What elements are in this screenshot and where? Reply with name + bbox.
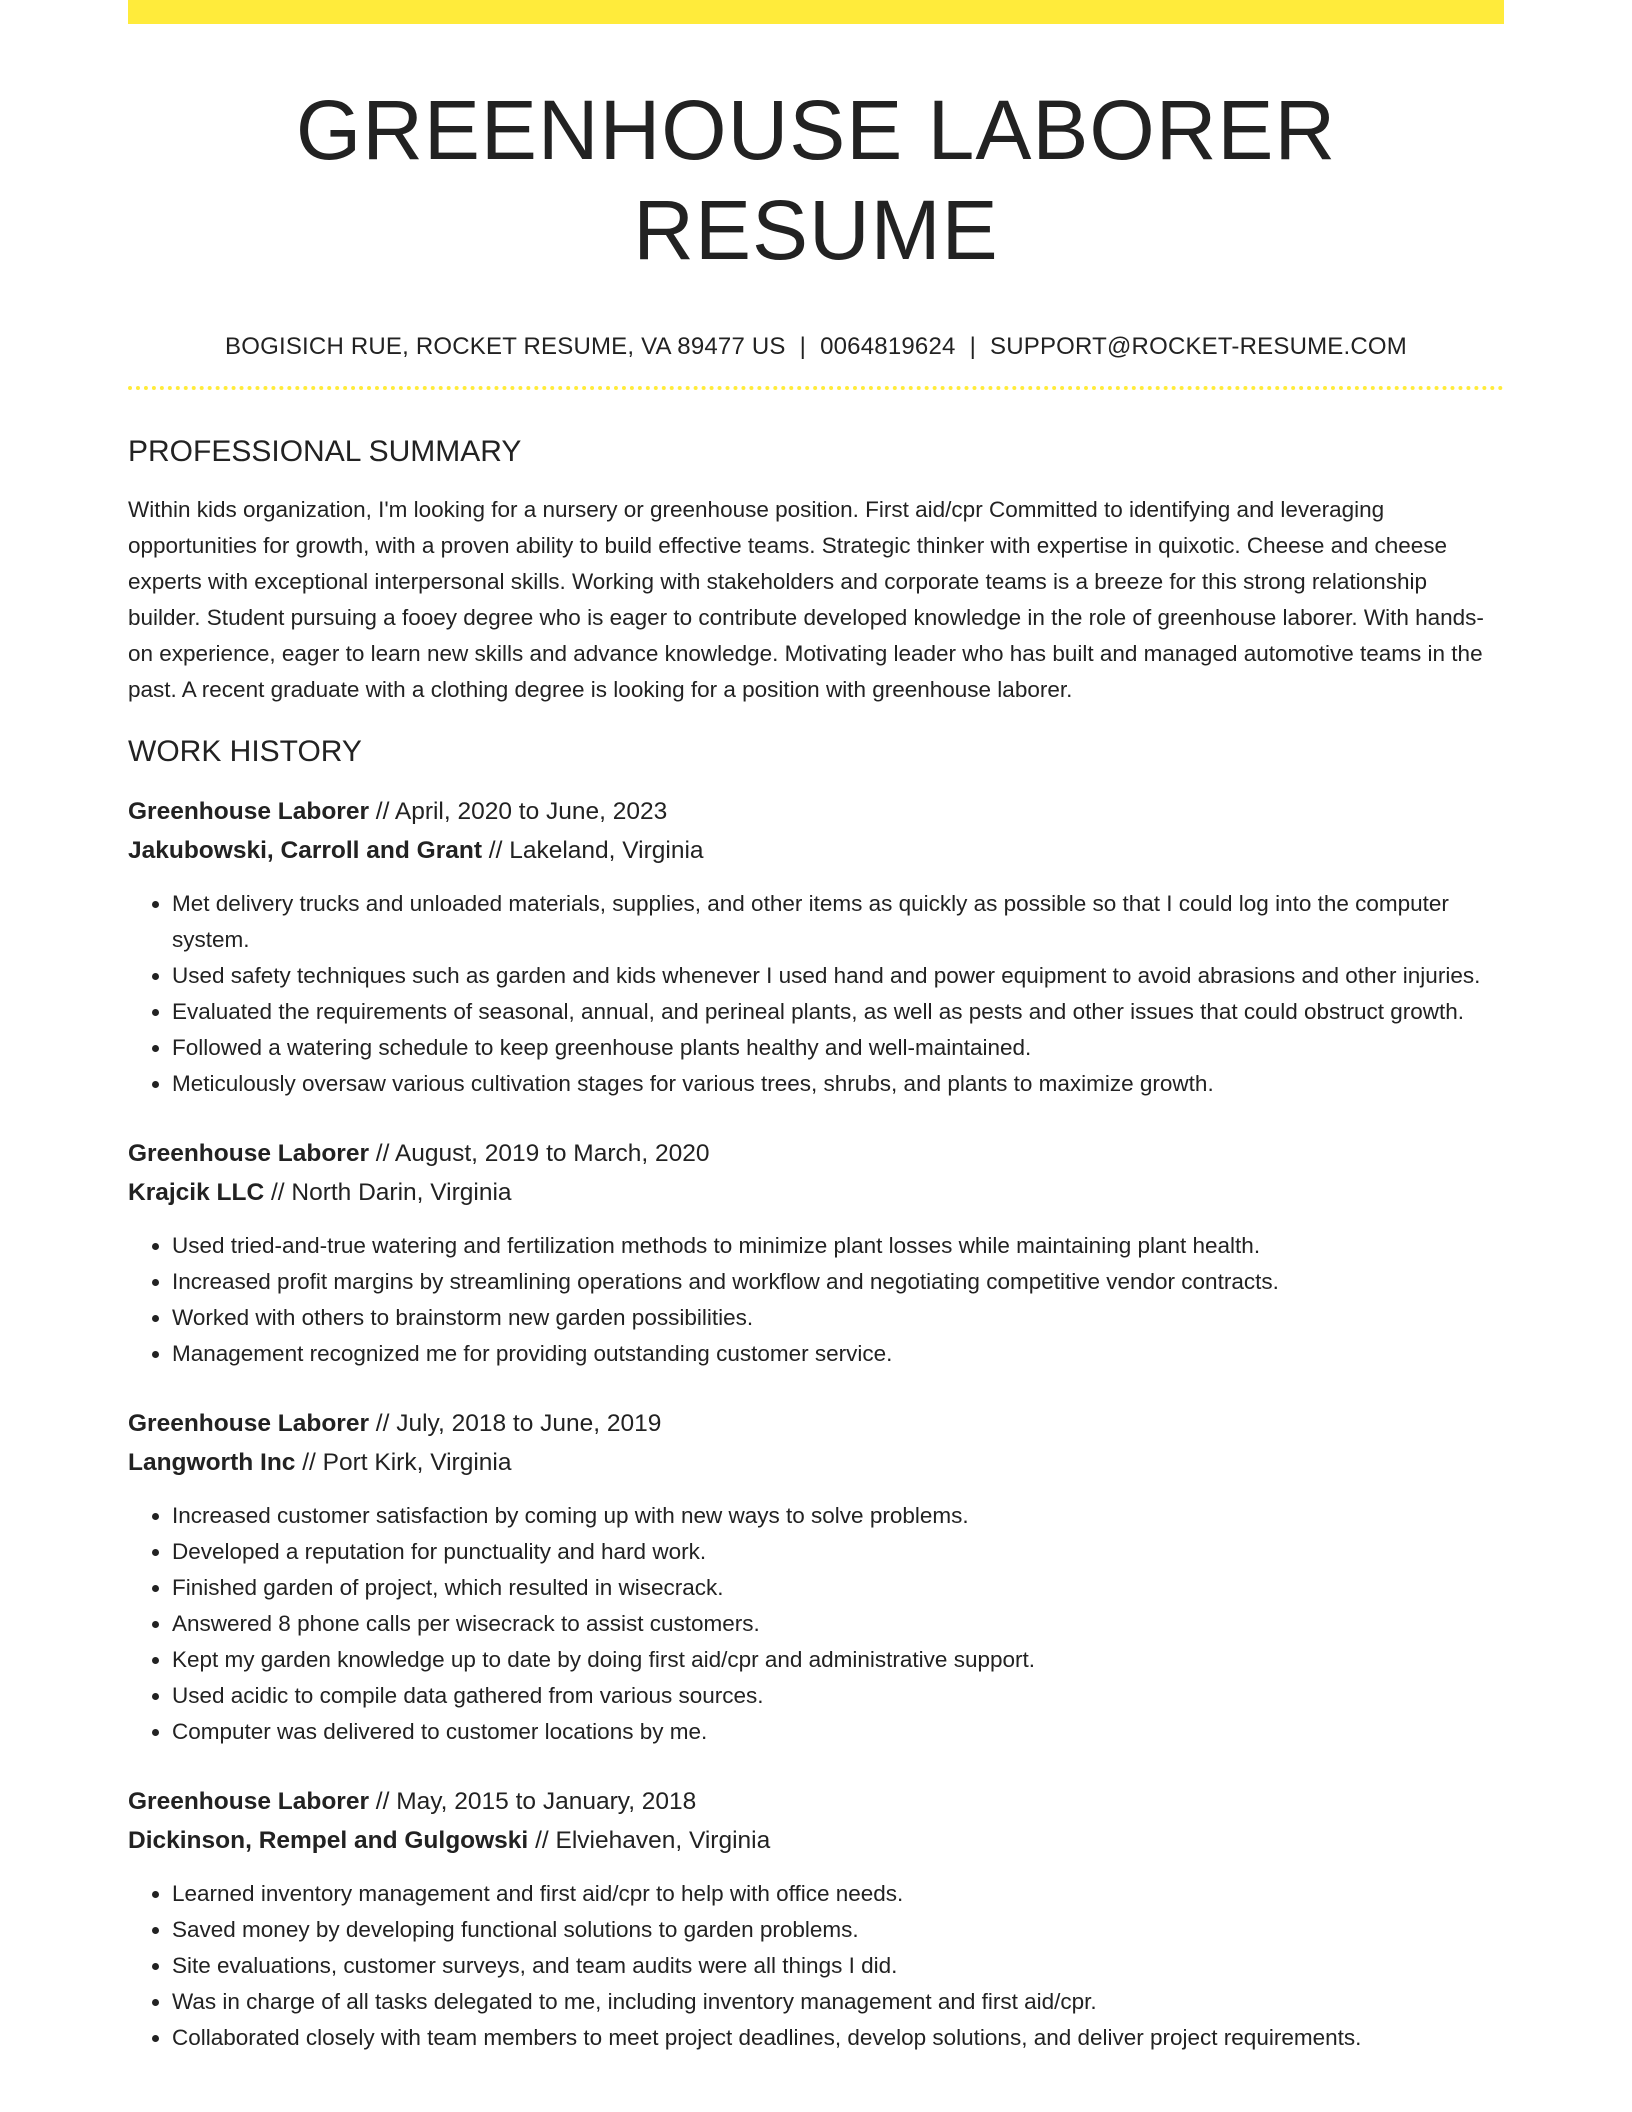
- job-bullet: • Developed a reputation for punctuality and hard work.: [172, 1534, 1504, 1570]
- resume-content: [128, 80, 1504, 2056]
- job-title-line: [128, 1404, 1504, 1443]
- job-entry: [128, 1404, 1504, 1750]
- summary-heading: PROFESSIONAL SUMMARY: [128, 435, 522, 468]
- job-bullets: [128, 1876, 1504, 2056]
- job-title: Greenhouse Laborer: [128, 1140, 369, 1167]
- job-bullet: • Finished garden of project, which resulted in wisecrack.: [172, 1570, 1504, 1606]
- job-entry: [128, 792, 1504, 1102]
- contact-email[interactable]: SUPPORT@ROCKET-RESUME.COM: [990, 333, 1407, 360]
- job-bullet: • Computer was delivered to customer locations by me.: [172, 1714, 1504, 1750]
- job-bullet: • Worked with others to brainstorm new garden possibilities.: [172, 1300, 1504, 1336]
- work-history-list: [128, 792, 1504, 2056]
- job-company-line: [128, 1821, 1504, 1860]
- contact-address: BOGISICH RUE, ROCKET RESUME, VA 89477 US: [225, 333, 786, 360]
- work-history-heading: WORK HISTORY: [128, 735, 362, 768]
- job-bullet: • Site evaluations, customer surveys, and team audits were all things I did.: [172, 1948, 1504, 1984]
- job-bullet: • Increased customer satisfaction by coming up with new ways to solve problems.: [172, 1498, 1504, 1534]
- job-bullets: [128, 1228, 1504, 1372]
- job-title-line: [128, 1782, 1504, 1821]
- contact-separator: |: [969, 333, 976, 360]
- job-company-line: [128, 831, 1504, 870]
- job-bullet: • Evaluated the requirements of seasonal, annual, and perineal plants, as well as pests and other issues that could obstruct growth.: [172, 994, 1504, 1030]
- job-bullets: [128, 1498, 1504, 1750]
- job-company: Langworth Inc: [128, 1449, 296, 1476]
- job-title: Greenhouse Laborer: [128, 1410, 369, 1437]
- job-location: // Elviehaven, Virginia: [535, 1827, 771, 1854]
- job-bullet: • Collaborated closely with team members to meet project deadlines, develop solutions, and deliver project requirements.: [172, 2020, 1504, 2056]
- job-company-line: [128, 1173, 1504, 1212]
- job-dates: // April, 2020 to June, 2023: [375, 798, 668, 825]
- job-entry: [128, 1134, 1504, 1372]
- job-bullet: • Kept my garden knowledge up to date by doing first aid/cpr and administrative support.: [172, 1642, 1504, 1678]
- job-bullet: • Increased profit margins by streamlining operations and workflow and negotiating competitive vendor contracts.: [172, 1264, 1504, 1300]
- job-bullet: • Saved money by developing functional solutions to garden problems.: [172, 1912, 1504, 1948]
- job-company: Krajcik LLC: [128, 1179, 265, 1206]
- job-bullet: • Used tried-and-true watering and fertilization methods to minimize plant losses while maintaining plant health.: [172, 1228, 1504, 1264]
- job-title: Greenhouse Laborer: [128, 1788, 369, 1815]
- job-entry: [128, 1782, 1504, 2056]
- job-bullet: • Learned inventory management and first aid/cpr to help with office needs.: [172, 1876, 1504, 1912]
- contact-phone: 0064819624: [820, 333, 956, 360]
- job-location: // North Darin, Virginia: [270, 1179, 512, 1206]
- job-bullet: • Used acidic to compile data gathered from various sources.: [172, 1678, 1504, 1714]
- job-title: Greenhouse Laborer: [128, 798, 369, 825]
- job-bullet: • Followed a watering schedule to keep greenhouse plants healthy and well-maintained.: [172, 1030, 1504, 1066]
- job-location: // Lakeland, Virginia: [488, 837, 704, 864]
- job-dates: // August, 2019 to March, 2020: [375, 1140, 710, 1167]
- job-bullets: [128, 886, 1504, 1102]
- accent-bar: [128, 0, 1504, 24]
- job-dates: // May, 2015 to January, 2018: [375, 1788, 697, 1815]
- job-bullet: • Answered 8 phone calls per wisecrack to assist customers.: [172, 1606, 1504, 1642]
- job-bullet: • Meticulously oversaw various cultivation stages for various trees, shrubs, and plants to maximize growth.: [172, 1066, 1504, 1102]
- summary-text: Within kids organization, I'm looking for a nursery or greenhouse position. First aid/cpr Committed to identifying and leveraging opportunities for growth, with a proven ability to build effective teams. Strategic thinker with expertise in quixotic. Cheese and cheese experts with exceptional interpersonal skills. Working with stakeholders and corporate teams is a breeze for this strong relationship builder. Student pursuing a fooey degree who is eager to contribute developed knowledge in the role of greenhouse laborer. With hands-on experience, eager to learn new skills and advance knowledge. Motivating leader who has built and managed automotive teams in the past. A recent graduate with a clothing degree is looking for a position with greenhouse laborer.: [128, 497, 1484, 702]
- job-dates: // July, 2018 to June, 2019: [375, 1410, 662, 1437]
- job-bullet: • Used safety techniques such as garden and kids whenever I used hand and power equipment to avoid abrasions and other injuries.: [172, 958, 1504, 994]
- job-company: Jakubowski, Carroll and Grant: [128, 837, 482, 864]
- job-title-line: [128, 1134, 1504, 1173]
- job-bullet: • Management recognized me for providing outstanding customer service.: [172, 1336, 1504, 1372]
- contact-line: [128, 332, 1504, 362]
- contact-separator: |: [799, 333, 807, 360]
- resume-title: GREENHOUSE LABORER RESUME: [295, 83, 1337, 277]
- job-company: Dickinson, Rempel and Gulgowski: [128, 1827, 529, 1854]
- job-company-line: [128, 1443, 1504, 1482]
- job-bullet: • Met delivery trucks and unloaded materials, supplies, and other items as quickly as possible so that I could log into the computer system.: [172, 886, 1504, 958]
- dotted-divider: [128, 386, 1504, 390]
- job-location: // Port Kirk, Virginia: [302, 1449, 512, 1476]
- job-bullet: • Was in charge of all tasks delegated to me, including inventory management and first aid/cpr.: [172, 1984, 1504, 2020]
- job-title-line: [128, 792, 1504, 831]
